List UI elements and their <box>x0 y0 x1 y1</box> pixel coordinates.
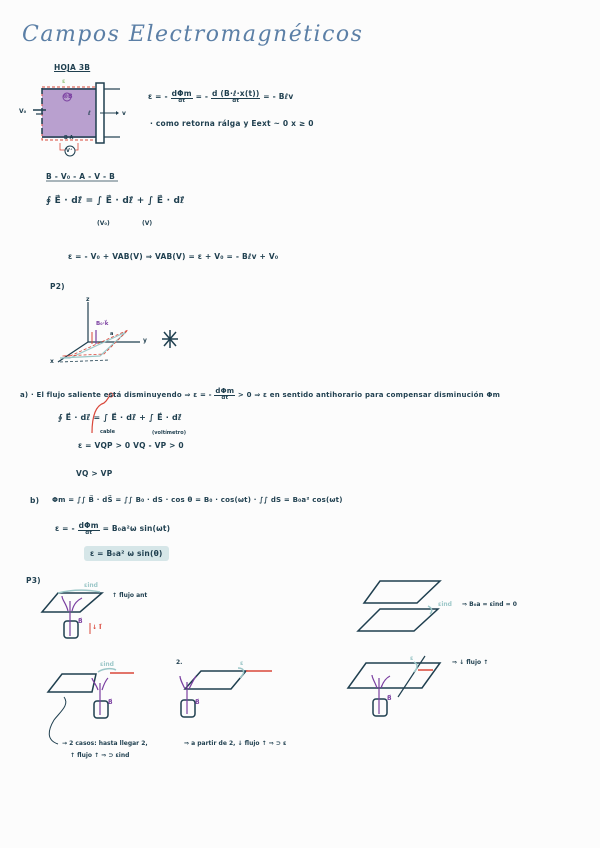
fig1-current-label: ↓ I⃗ <box>92 624 102 631</box>
star-symbol-icon <box>162 330 178 348</box>
section1-note: · como retorna rálga y Eext ~ 0 x ≥ 0 <box>150 119 314 128</box>
fig1-emf-label: εind <box>84 582 98 589</box>
line-integral-equation: ∮ E⃗ · dℓ⃗ = ∫ E⃗ · dℓ⃗ + ∫ E⃗ · dℓ⃗ <box>46 196 185 206</box>
integral-sub-v: (V) <box>142 220 153 227</box>
fig5-b-label: B⃗ <box>387 695 392 702</box>
v0-label: V₀ <box>19 108 27 115</box>
fig2-emf-label: εind <box>438 601 452 608</box>
p3-figure-5 <box>348 656 440 716</box>
part-a-integral: ∮ E⃗ · dℓ⃗ = ∫ E⃗ · dℓ⃗ + ∫ E⃗ · dℓ⃗ <box>58 413 182 422</box>
page-title: Campos Electromagnéticos <box>22 22 364 47</box>
sub-voltimetro: (voltímetro) <box>152 430 186 436</box>
p3-figure-4 <box>180 668 272 717</box>
fig3-emf-label: εind <box>100 661 114 668</box>
part-a-statement: a) · El flujo saliente está disminuyendo ⇒ ε = - $\frac{\text{dΦm}}{dt}$ > 0 ⇒ ε en sentido antihorario para compensar disminución Φm <box>20 387 501 401</box>
fig2-note: ⇒ B₀a = εind = 0 <box>462 601 517 608</box>
boxed-result: ε = B₀a² ω sin(θ) <box>84 546 169 561</box>
fig1-note: ↑ flujo ant <box>112 592 148 599</box>
b0-vector-label: B₀·k⃗ <box>96 321 109 327</box>
fig4-b-label: B⃗ <box>195 699 200 706</box>
p3-figure-2 <box>358 581 440 631</box>
caption1-line1: → 2 casos: hasta llegar 2, <box>62 740 148 747</box>
fig4-emf-label: ε <box>240 660 244 667</box>
y-axis-label: y <box>143 337 147 344</box>
fig5-emf-label: ε <box>410 655 414 662</box>
p3-figure-3 <box>48 669 134 744</box>
p2-label: P2) <box>50 282 65 291</box>
fig5-note: ⇒ ↓ flujo ↑ <box>452 659 489 666</box>
z-axis-label: z <box>86 296 90 303</box>
circuit-diagram <box>33 83 120 156</box>
emf-derivative: ε = - $\frac{\text{dΦm}}{dt}$ = B₀a²ω sin(ωt) <box>55 521 171 536</box>
b-field-in-label: ⊗B <box>63 93 73 100</box>
part-b-label: b) <box>30 496 40 505</box>
axes-3d-diagram <box>58 302 178 362</box>
circuit-path: B - V₀ - A - V - B <box>46 172 116 181</box>
fig4-number: 2. <box>176 659 183 666</box>
voltage-result: ε = - V₀ + VAB(V) ⇒ VAB(V) = ε + V₀ = - Bℓv + V₀ <box>68 252 279 261</box>
emf-label: ε <box>62 78 66 85</box>
caption1-line2: ↑ flujo ↑ ⇒ ⊃ εind <box>70 752 130 759</box>
part-a-line3: VQ > VP <box>76 469 113 478</box>
voltmeter-label: V⁺ <box>66 148 73 154</box>
velocity-label: v <box>122 110 126 117</box>
length-label: ℓ <box>88 110 91 117</box>
integral-sub-v0: (V₀) <box>97 220 110 227</box>
side-a-label: a <box>110 331 114 337</box>
fig3-b-label: B⃗ <box>108 699 113 706</box>
x-axis-label: x <box>50 358 54 365</box>
sub-cable: cable <box>100 429 116 435</box>
ab-label: B A <box>64 135 74 141</box>
caption2: ⇒ a partir de 2, ↓ flujo ↑ ⇒ ⊃ ε <box>184 740 287 747</box>
flux-equation: Φm = ∫∫ B⃗ · dS⃗ = ∫∫ B₀ · dS · cos θ = B₀ · cos(ωt) · ∫∫ dS = B₀a² cos(ωt) <box>52 496 343 504</box>
part-a-line2: ε = VQP > 0 VQ - VP > 0 <box>78 441 184 450</box>
p3-label: P3) <box>26 576 41 585</box>
section1-heading: HOJA 3B <box>54 63 91 72</box>
emf-equation: ε = - $\frac{\text{dΦm}}{dt}$ = - $\frac{\text{d (B·ℓ·x(t))}}{dt}$ = - Bℓv <box>148 89 294 104</box>
fig1-b-label: B⃗ <box>78 618 83 625</box>
